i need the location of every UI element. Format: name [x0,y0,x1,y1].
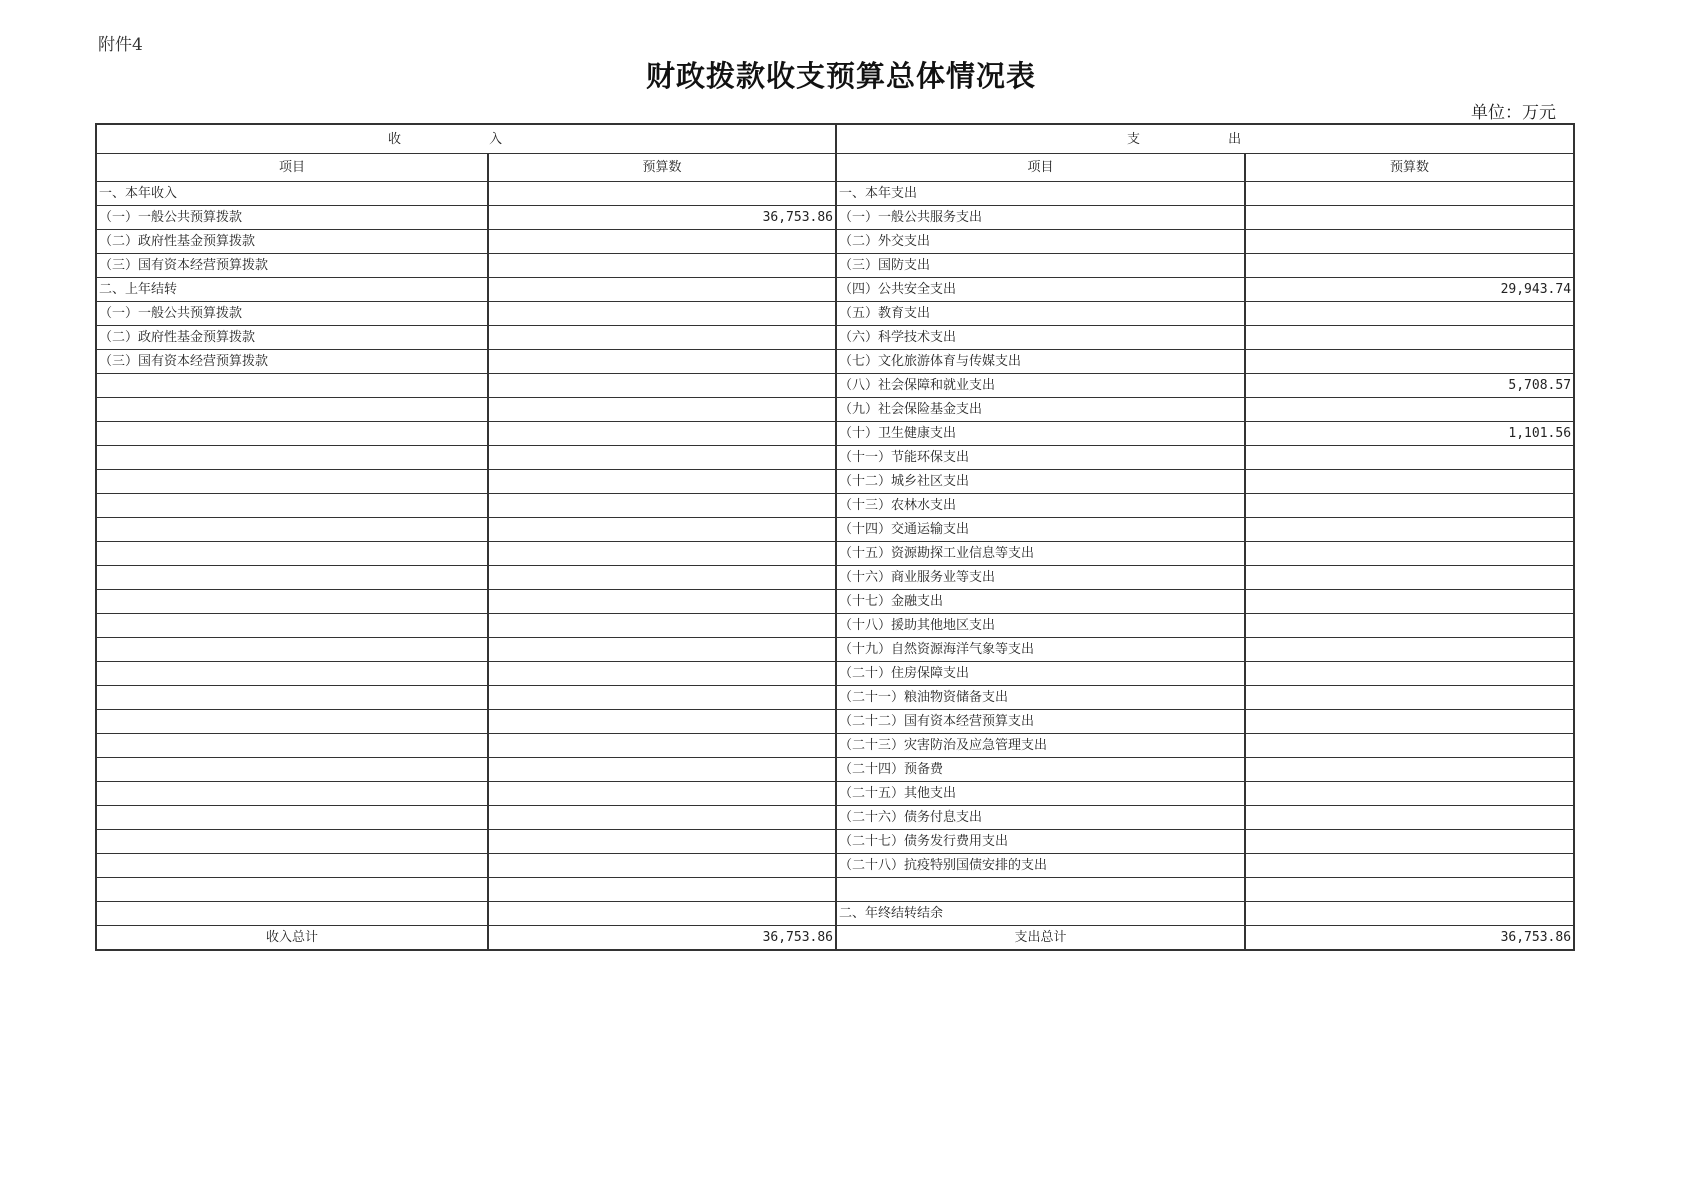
expense-section-header [836,124,1574,154]
income-value-cell [488,446,836,470]
income-item-cell: （二）政府性基金预算拨款 [96,326,488,350]
income-item-cell [96,710,488,734]
table-row [96,374,1574,398]
expense-value-cell [1245,230,1574,254]
expense-item-cell: （十一）节能环保支出 [836,446,1245,470]
table-row [96,710,1574,734]
expense-item-cell: （五）教育支出 [836,302,1245,326]
expense-value-cell: 29,943.74 [1245,278,1574,302]
income-value-cell [488,806,836,830]
table-row [96,758,1574,782]
table-row [96,806,1574,830]
expense-item-cell: （十）卫生健康支出 [836,422,1245,446]
income-value-cell [488,518,836,542]
expense-value-cell [1245,326,1574,350]
table-row [96,734,1574,758]
expense-item-cell: （十四）交通运输支出 [836,518,1245,542]
income-value-cell [488,854,836,878]
income-item-cell [96,782,488,806]
expense-item-cell: 一、本年支出 [836,182,1245,206]
expense-value-cell: 1,101.56 [1245,422,1574,446]
income-value-cell [488,542,836,566]
expense-item-cell: （二十六）债务付息支出 [836,806,1245,830]
table-row [96,590,1574,614]
income-value-cell [488,710,836,734]
income-value-cell [488,878,836,902]
expense-item-cell [836,878,1245,902]
income-item-cell: （一）一般公共预算拨款 [96,302,488,326]
table-row [96,638,1574,662]
expense-item-cell: （六）科学技术支出 [836,326,1245,350]
table-row [96,854,1574,878]
table-row [96,422,1574,446]
income-item-cell [96,638,488,662]
table-row [96,614,1574,638]
income-item-cell [96,374,488,398]
income-item-cell: （一）一般公共预算拨款 [96,206,488,230]
income-value-cell: 36,753.86 [488,206,836,230]
expense-item-cell: （七）文化旅游体育与传媒支出 [836,350,1245,374]
table-row [96,230,1574,254]
expense-item-cell: （二）外交支出 [836,230,1245,254]
expense-value-cell [1245,878,1574,902]
expense-item-column-header: 项目 [836,154,1245,182]
expense-value-cell [1245,686,1574,710]
income-value-cell [488,302,836,326]
expense-value-cell [1245,470,1574,494]
income-item-cell: （三）国有资本经营预算拨款 [96,350,488,374]
expense-item-cell: （三）国防支出 [836,254,1245,278]
table-row [96,878,1574,902]
expense-item-cell: （二十三）灾害防治及应急管理支出 [836,734,1245,758]
income-item-cell [96,542,488,566]
income-item-cell [96,830,488,854]
income-item-cell [96,470,488,494]
expense-total-label: 支出总计 [836,926,1245,951]
expense-value-cell [1245,782,1574,806]
expense-value-cell [1245,638,1574,662]
income-item-cell [96,494,488,518]
table-row [96,470,1574,494]
expense-value-cell [1245,806,1574,830]
expense-item-cell: （十三）农林水支出 [836,494,1245,518]
expense-value-cell [1245,710,1574,734]
income-total-value: 36,753.86 [488,926,836,951]
income-item-cell [96,686,488,710]
income-section-label: 收 入 [387,131,545,147]
income-item-cell [96,854,488,878]
income-value-cell [488,758,836,782]
expense-value-cell: 5,708.57 [1245,374,1574,398]
expense-budget-column-header: 预算数 [1245,154,1574,182]
expense-item-cell: （二十五）其他支出 [836,782,1245,806]
table-row [96,662,1574,686]
expense-value-cell [1245,662,1574,686]
expense-value-cell [1245,182,1574,206]
income-section-header [96,124,836,154]
income-item-cell [96,662,488,686]
table-row [96,518,1574,542]
table-row [96,398,1574,422]
expense-value-cell [1245,758,1574,782]
income-value-cell [488,590,836,614]
expense-value-cell [1245,614,1574,638]
page-title: 财政拨款收支预算总体情况表 [645,59,1036,93]
income-value-cell [488,614,836,638]
expense-item-cell: （四）公共安全支出 [836,278,1245,302]
expense-item-cell: 二、年终结转结余 [836,902,1245,926]
expense-item-cell: （二十二）国有资本经营预算支出 [836,710,1245,734]
expense-item-cell: （十八）援助其他地区支出 [836,614,1245,638]
table-row [96,446,1574,470]
table-row [96,494,1574,518]
budget-table [95,123,1575,951]
income-value-cell [488,398,836,422]
table-row [96,830,1574,854]
expense-value-cell [1245,830,1574,854]
expense-value-cell [1245,302,1574,326]
income-value-cell [488,350,836,374]
expense-item-cell: （一）一般公共服务支出 [836,206,1245,230]
budget-table-body [96,124,1574,926]
income-item-cell [96,422,488,446]
expense-item-cell: （二十四）预备费 [836,758,1245,782]
expense-item-cell: （十七）金融支出 [836,590,1245,614]
income-item-cell [96,878,488,902]
income-item-cell [96,446,488,470]
table-row [96,302,1574,326]
expense-value-cell [1245,902,1574,926]
income-value-cell [488,182,836,206]
income-item-cell: 二、上年结转 [96,278,488,302]
expense-item-cell: （二十）住房保障支出 [836,662,1245,686]
income-value-cell [488,686,836,710]
income-value-cell [488,782,836,806]
income-value-cell [488,470,836,494]
table-row [96,350,1574,374]
income-item-column-header: 项目 [96,154,488,182]
income-item-cell: （二）政府性基金预算拨款 [96,230,488,254]
income-item-cell [96,806,488,830]
expense-total-value: 36,753.86 [1245,926,1574,951]
income-item-cell [96,902,488,926]
expense-value-cell [1245,734,1574,758]
table-row [96,254,1574,278]
table-row [96,566,1574,590]
income-value-cell [488,494,836,518]
table-row [96,782,1574,806]
income-value-cell [488,254,836,278]
income-item-cell [96,518,488,542]
expense-item-cell: （十二）城乡社区支出 [836,470,1245,494]
expense-section-label: 支 出 [1126,131,1284,147]
income-value-cell [488,230,836,254]
table-row [96,182,1574,206]
table-row [96,902,1574,926]
expense-value-cell [1245,494,1574,518]
expense-value-cell [1245,398,1574,422]
expense-item-cell: （二十一）粮油物资储备支出 [836,686,1245,710]
totals-row [96,926,1574,951]
income-item-cell [96,614,488,638]
income-value-cell [488,638,836,662]
expense-value-cell [1245,518,1574,542]
expense-item-cell: （十九）自然资源海洋气象等支出 [836,638,1245,662]
income-item-cell: （三）国有资本经营预算拨款 [96,254,488,278]
expense-value-cell [1245,542,1574,566]
income-value-cell [488,566,836,590]
table-row [96,542,1574,566]
income-item-cell [96,734,488,758]
expense-value-cell [1245,590,1574,614]
income-item-cell: 一、本年收入 [96,182,488,206]
income-value-cell [488,902,836,926]
income-value-cell [488,326,836,350]
expense-item-cell: （十六）商业服务业等支出 [836,566,1245,590]
section-header-row [96,124,1574,154]
expense-value-cell [1245,254,1574,278]
column-header-row [96,154,1574,182]
income-value-cell [488,374,836,398]
income-value-cell [488,422,836,446]
table-row [96,686,1574,710]
income-value-cell [488,278,836,302]
expense-item-cell: （二十七）债务发行费用支出 [836,830,1245,854]
income-item-cell [96,398,488,422]
table-row [96,326,1574,350]
expense-value-cell [1245,350,1574,374]
income-item-cell [96,590,488,614]
expense-item-cell: （十五）资源勘探工业信息等支出 [836,542,1245,566]
table-row [96,206,1574,230]
expense-value-cell [1245,566,1574,590]
income-value-cell [488,830,836,854]
income-item-cell [96,566,488,590]
income-total-label: 收入总计 [96,926,488,951]
unit-label: 单位：万元 [1471,103,1556,123]
attachment-label: 附件4 [98,35,143,55]
expense-item-cell: （八）社会保障和就业支出 [836,374,1245,398]
expense-value-cell [1245,206,1574,230]
income-item-cell [96,758,488,782]
expense-value-cell [1245,854,1574,878]
expense-value-cell [1245,446,1574,470]
table-row [96,278,1574,302]
expense-item-cell: （九）社会保险基金支出 [836,398,1245,422]
income-value-cell [488,734,836,758]
expense-item-cell: （二十八）抗疫特别国债安排的支出 [836,854,1245,878]
income-value-cell [488,662,836,686]
income-budget-column-header: 预算数 [488,154,836,182]
